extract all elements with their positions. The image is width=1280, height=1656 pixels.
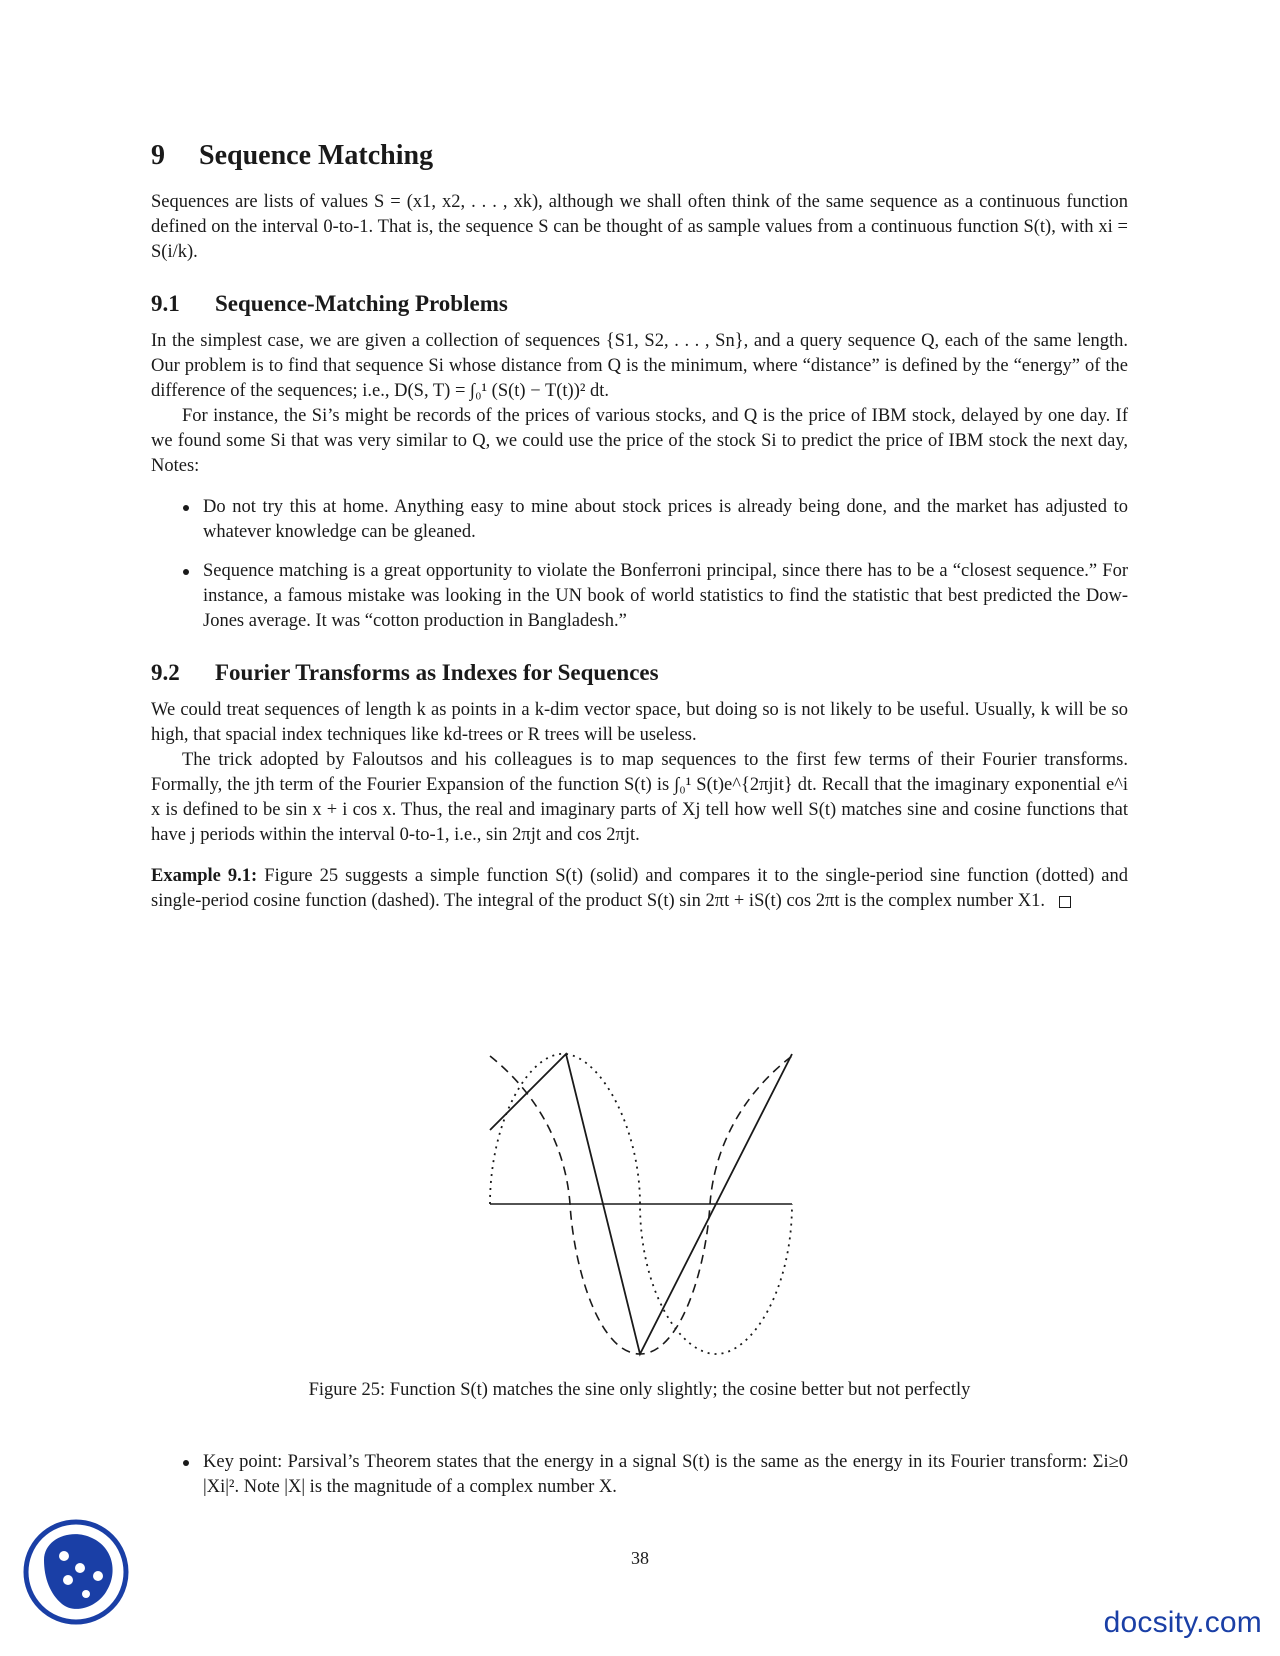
paragraph-sub1-2: For instance, the Si’s might be records of the prices of various stocks, and Q is the price of IBM stock, delayed by one day. If we found some Si that was very similar to Q, we could use the price of the stock Si to predict the price of IBM stock the next day, Notes: (151, 406, 1128, 476)
docsity-logo-icon[interactable] (22, 1518, 130, 1626)
bullet-text-2: Sequence matching is a great opportunity to violate the Bonferroni principal, since there has to be a “closest sequence.” For instance, a famous mistake was looking in the UN book of world statistics to find the statistic that best predicted the Dow-Jones average. It was “cotton production in Bangladesh.” (203, 561, 1128, 631)
paragraph-sub2-1: We could treat sequences of length k as points in a k-dim vector space, but doing so is not likely to be useful. Usually, k will be so high, that spacial index techniques like kd-trees or R trees will be useless. (151, 700, 1128, 745)
figure-caption: Figure 25: Function S(t) matches the sine only slightly; the cosine better but not perfectly (308, 1380, 971, 1400)
bullet-text-1: Do not try this at home. Anything easy to mine about stock prices is already being done, and the market has adjusted to whatever knowledge can be gleaned. (203, 497, 1128, 542)
subsection-number-1: 9.1 (151, 291, 180, 316)
keypoint-text: Key point: Parsival’s Theorem states that the energy in a signal S(t) is the same as the energy in its Fourier transform: Σi≥0 |Xi|². Note |X| is the magnitude of a complex number X. (203, 1452, 1128, 1497)
brand-link[interactable]: docsity.com (1103, 1606, 1262, 1639)
bullet-icon (183, 1460, 189, 1466)
page-number: 38 (631, 1548, 649, 1568)
example-label: Example 9.1: (151, 866, 258, 886)
subsection-number-2: 9.2 (151, 660, 180, 685)
keypoint-block (151, 1450, 1128, 1514)
subsection-title-1: Sequence-Matching Problems (215, 291, 508, 316)
keypoint-list (151, 1450, 1128, 1500)
list-item (151, 1450, 1128, 1500)
cosine-curve-dashed (490, 1056, 792, 1354)
section-number: 9 (151, 140, 165, 171)
section-intro: Sequences are lists of values S = (x1, x2, . . . , xk), although we shall often think of the same sequence as a continuous function defined on the interval 0-to-1. That is, the sequence S can be thought of as sample values from a continuous function S(t), with xi = S(i/k). (151, 192, 1128, 262)
subsection-title-2: Fourier Transforms as Indexes for Sequences (215, 660, 659, 685)
section-title: Sequence Matching (199, 140, 434, 171)
paragraph-sub2-2: The trick adopted by Faloutsos and his colleagues is to map sequences to the first few terms of their Fourier transforms. Formally, the jth term of the Fourier Expansion of the function S(t) is ∫₀¹ S(t)e^{2πjit} dt. Recall that the imaginary exponential e^i x is defined to be sin x + i cos x. Thus, the real and imaginary parts of Xj tell how well S(t) matches sine and cosine functions that have j periods within the interval 0-to-1, i.e., sin 2πjt and cos 2πjt. (151, 750, 1128, 845)
paragraph-sub1-1: In the simplest case, we are given a collection of sequences {S1, S2, . . . , Sn}, and a query sequence Q, each of the same length. Our problem is to find that sequence Si whose distance from Q is the minimum, where “distance” is defined by the “energy” of the difference of the sequences; i.e., D(S, T) = ∫₀¹ (S(t) − T(t))² dt. (151, 331, 1128, 401)
example-text: Figure 25 suggests a simple function S(t) (solid) and compares it to the single-period sine function (dotted) and single-period cosine function (dashed). The integral of the product S(t) sin 2πt + iS(t) cos 2πt is the complex number X1. (151, 866, 1128, 911)
